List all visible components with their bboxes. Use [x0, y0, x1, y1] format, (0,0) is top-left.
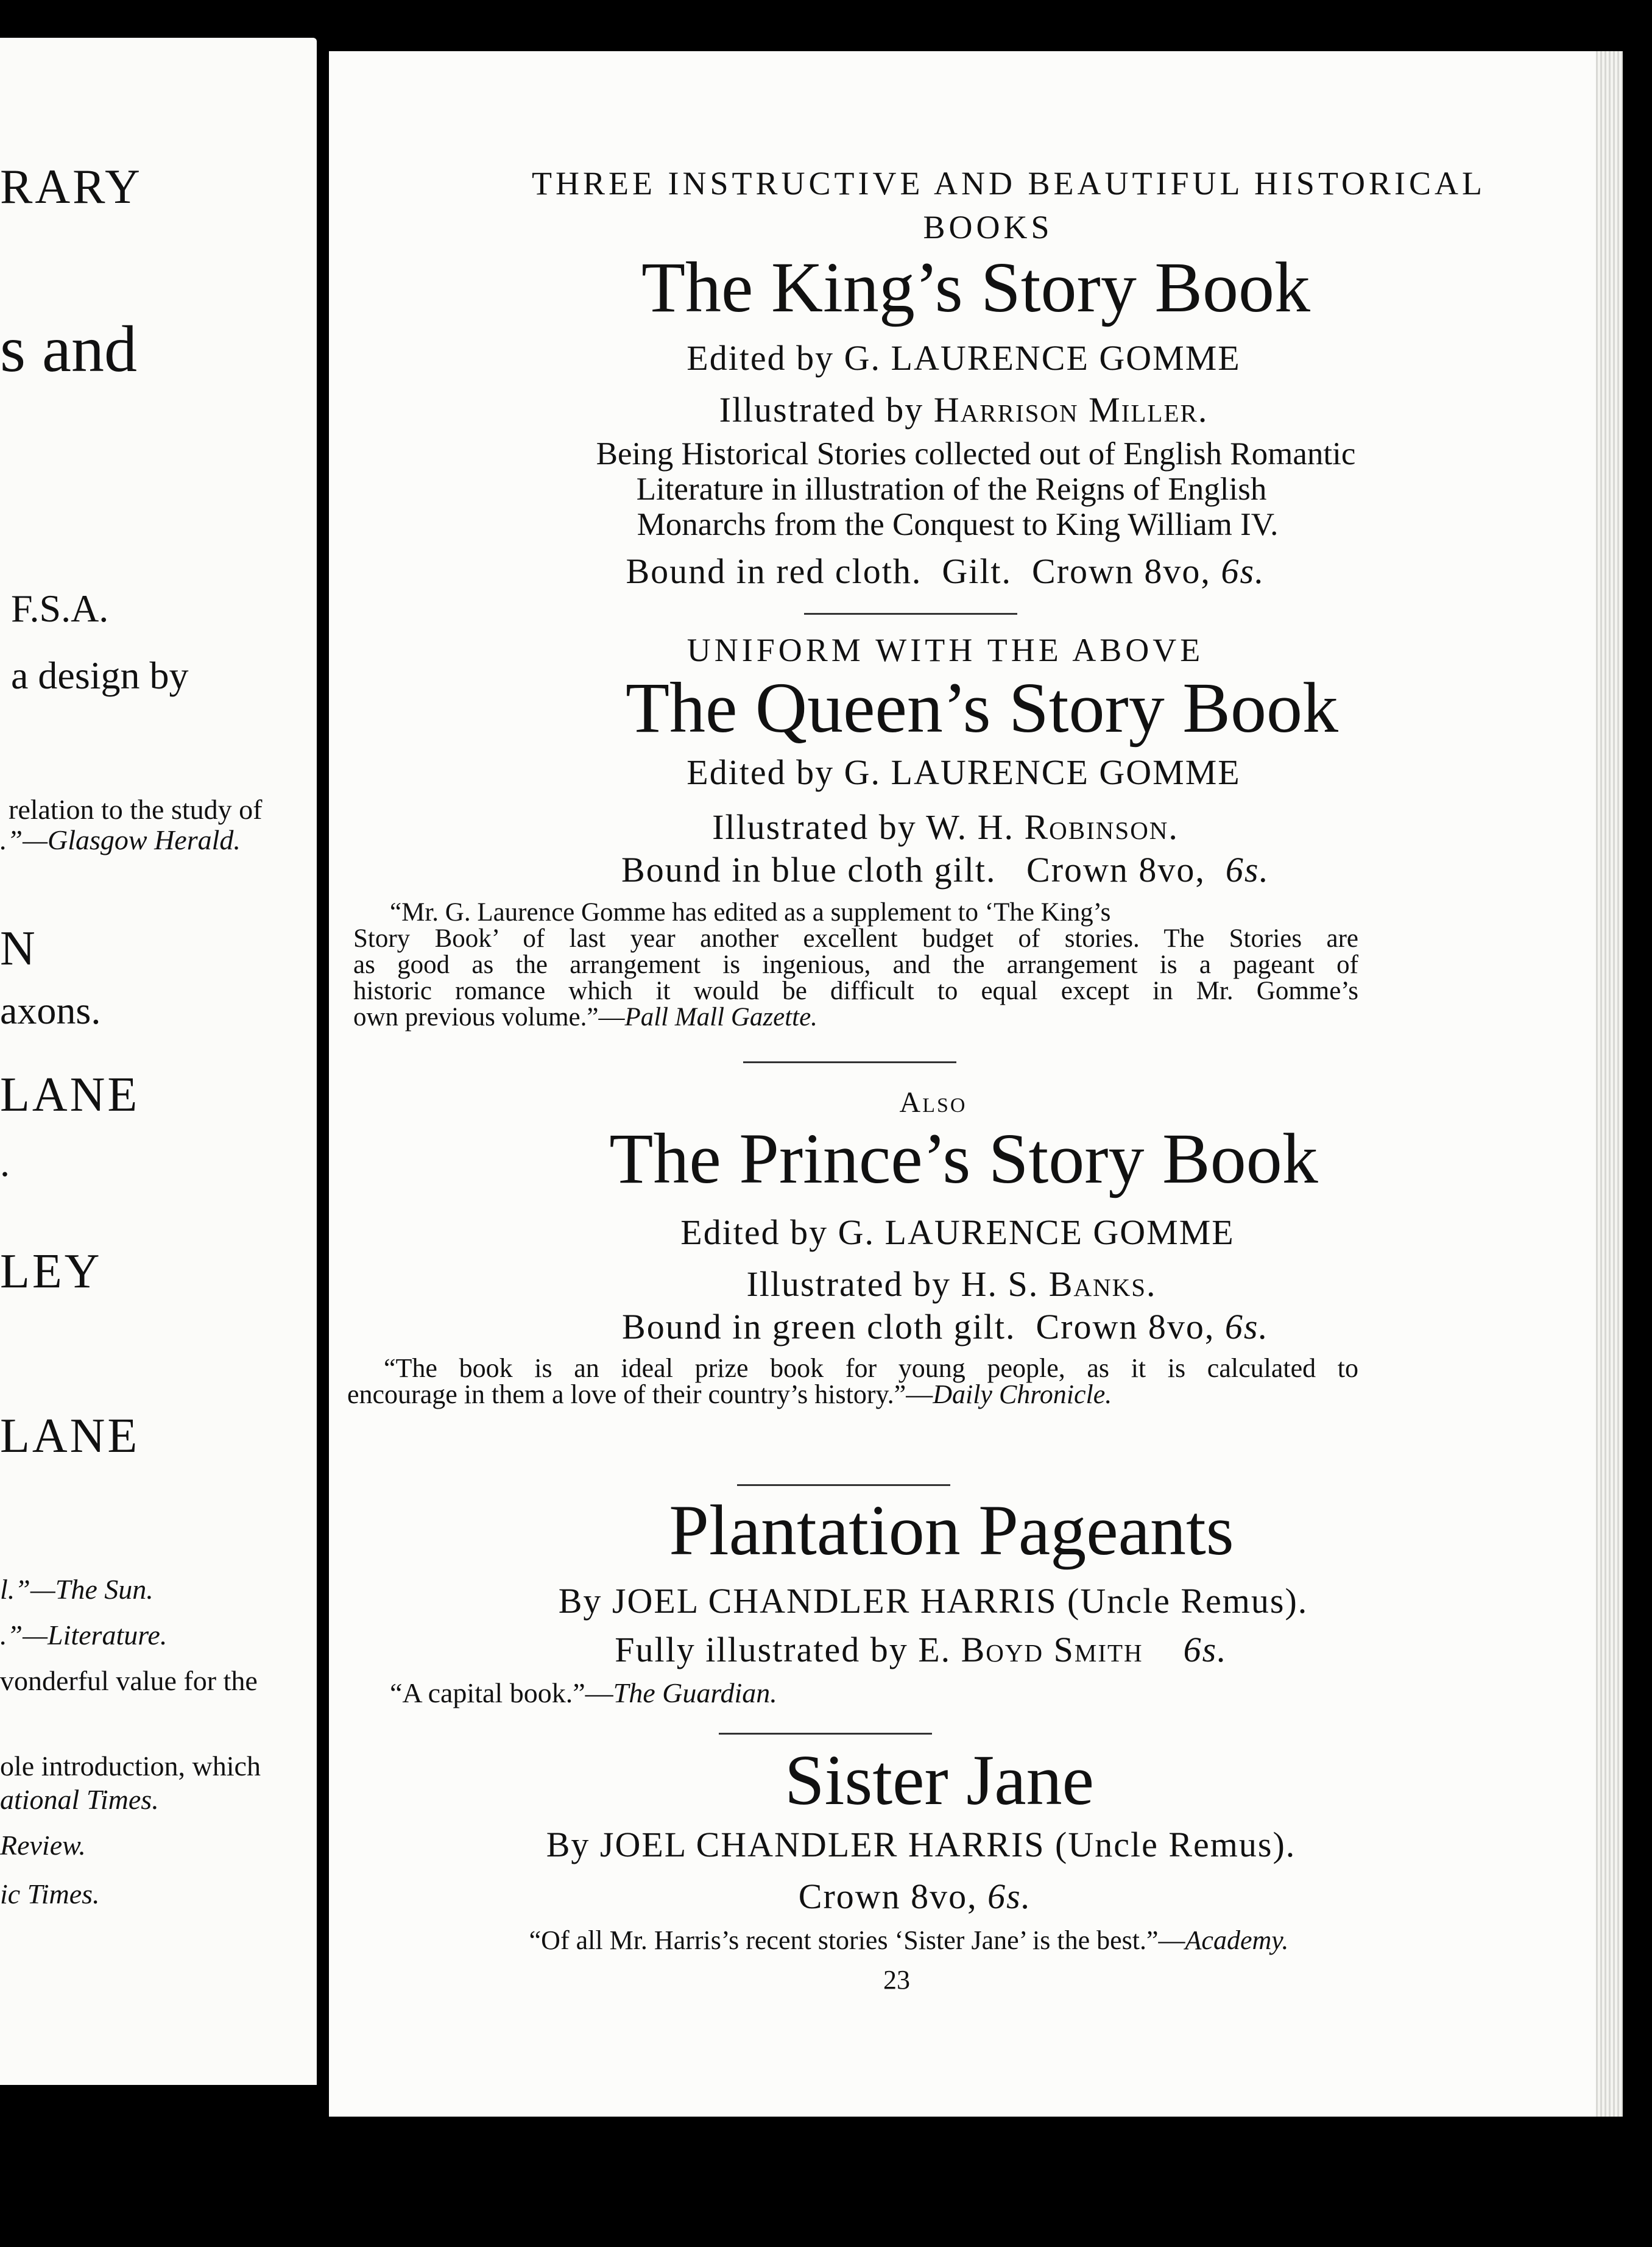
princes-illustrator: Illustrated by H. S. Banks.	[746, 1264, 1157, 1304]
queens-review	[353, 899, 1358, 1030]
left-line: LANE	[0, 1068, 140, 1122]
kings-title: The King’s Story Book	[641, 247, 1311, 327]
queens-title: The Queen’s Story Book	[625, 668, 1339, 748]
princes-binding: Bound in green cloth gilt. Crown 8vo, 6s.	[622, 1307, 1269, 1346]
divider	[719, 1733, 932, 1735]
queens-editor: Edited by G. LAURENCE GOMME	[687, 752, 1241, 792]
right-page	[329, 51, 1623, 2117]
left-line: LEY	[0, 1245, 102, 1298]
left-line: Review.	[0, 1830, 86, 1861]
left-line: RARY	[0, 160, 143, 214]
kings-binding: Bound in red cloth. Gilt. Crown 8vo, 6s.	[626, 551, 1265, 591]
queens-review-line: Story Book’ of last year another excellent budget of stories. The Stories are	[353, 924, 1358, 953]
divider	[804, 613, 1017, 615]
sister-jane-review: “Of all Mr. Harris’s recent stories ‘Sister Jane’ is the best.”—Academy.	[529, 1925, 1289, 1955]
sister-jane-author: By JOEL CHANDLER HARRIS (Uncle Remus).	[546, 1825, 1296, 1864]
sister-jane-title: Sister Jane	[785, 1740, 1094, 1820]
left-line: LANE	[0, 1409, 140, 1463]
plantation-illustrator: Fully illustrated by E. Boyd Smith 6s.	[615, 1630, 1227, 1669]
queens-review-line: “Mr. G. Laurence Gomme has edited as a supplement to ‘The King’s	[390, 898, 1111, 927]
left-page	[0, 38, 317, 2085]
queens-binding: Bound in blue cloth gilt. Crown 8vo, 6s.	[621, 850, 1269, 890]
left-line: .”—Glasgow Herald.	[0, 824, 241, 855]
kings-desc-3: Monarchs from the Conquest to King William IV.	[637, 507, 1279, 542]
queens-review-line: own previous volume.”—Pall Mall Gazette.	[353, 1003, 817, 1031]
header-line-2: BOOKS	[923, 209, 1053, 246]
sister-jane-format: Crown 8vo, 6s.	[798, 1877, 1032, 1916]
left-line: N	[0, 922, 38, 975]
kings-illustrator: Illustrated by Harrison Miller.	[719, 390, 1209, 430]
divider	[737, 1484, 950, 1486]
left-line: ational Times.	[0, 1784, 159, 1815]
princes-title: The Prince’s Story Book	[609, 1119, 1318, 1198]
kings-editor: Edited by G. LAURENCE GOMME	[687, 338, 1241, 378]
left-line: a design by	[11, 654, 189, 697]
left-line: vonderful value for the	[0, 1665, 258, 1696]
left-line: relation to the study of	[9, 794, 263, 825]
left-line: s and	[0, 313, 137, 386]
divider	[743, 1061, 956, 1063]
queens-review-line: historic romance which it would be difficult to equal except in Mr. Gomme’s	[353, 977, 1358, 1005]
left-line: axons.	[0, 989, 101, 1032]
kings-desc-2: Literature in illustration of the Reigns of English	[636, 472, 1267, 507]
kings-desc-1: Being Historical Stories collected out of English Romantic	[596, 436, 1356, 472]
queens-illustrator: Illustrated by W. H. Robinson.	[712, 807, 1179, 847]
princes-review-line: encourage in them a love of their country’s history.”—Daily Chronicle.	[347, 1379, 1112, 1409]
princes-review-line: “The book is an ideal prize book for young people, as it is calculated to	[384, 1353, 1358, 1383]
left-line: .	[0, 1141, 10, 1184]
princes-review	[347, 1355, 1358, 1407]
left-line: .”—Literature.	[0, 1619, 168, 1651]
plantation-author: By JOEL CHANDLER HARRIS (Uncle Remus).	[558, 1581, 1308, 1621]
left-line: ic Times.	[0, 1878, 100, 1909]
plantation-review: “A capital book.”—The Guardian.	[390, 1677, 777, 1708]
plantation-title: Plantation Pageants	[669, 1490, 1234, 1570]
header-line-1: THREE INSTRUCTIVE AND BEAUTIFUL HISTORICAL	[532, 165, 1486, 202]
princes-editor: Edited by G. LAURENCE GOMME	[680, 1212, 1235, 1252]
left-line: ole introduction, which	[0, 1750, 261, 1782]
left-line: l.”—The Sun.	[0, 1574, 154, 1605]
page-number: 23	[883, 1965, 910, 1995]
queens-review-line: as good as the arrangement is ingenious, and the arrangement is a pageant of	[353, 950, 1358, 979]
also-heading: Also	[899, 1086, 967, 1119]
uniform-heading: UNIFORM WITH THE ABOVE	[687, 632, 1204, 668]
left-line: F.S.A.	[11, 587, 109, 630]
